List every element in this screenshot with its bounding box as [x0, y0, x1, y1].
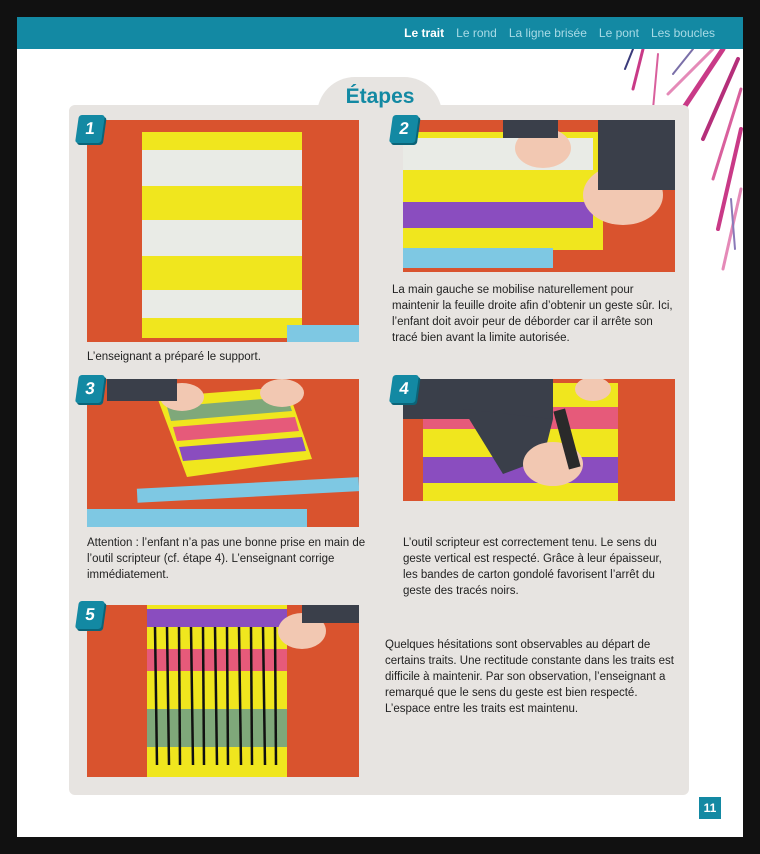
step-4-photo [403, 379, 675, 501]
step-1-caption: L’enseignant a préparé le support. [87, 351, 261, 363]
nav-item-les-boucles[interactable]: Les boucles [650, 26, 715, 40]
page-number: 11 [699, 797, 721, 819]
step-2-photo [403, 120, 675, 272]
section-title: Étapes [345, 85, 415, 108]
step-2-badge: 2 [389, 115, 419, 143]
document-page [17, 17, 743, 837]
nav-item-la-ligne-brisee[interactable]: La ligne brisée [508, 26, 587, 40]
top-navigation-bar [17, 17, 743, 49]
step-3-badge: 3 [75, 375, 105, 403]
chapter-navigation [404, 17, 715, 49]
step-4-caption: L’outil scripteur est correctement tenu. Le sens du geste vertical est respecté. Grâce à leur épaisseur, les bandes de carton gondolé favorisent l’arrêt du geste des tracés noirs. [403, 537, 662, 597]
step-1-badge: 1 [75, 115, 105, 143]
step-3-caption: Attention : l’enfant n’a pas une bonne prise en main de l’outil scripteur (cf. étape 4). L’enseignant corrige immédiatement. [87, 537, 366, 581]
step-5-caption: Quelques hésitations sont observables au départ de certains traits. Une rectitude constante dans les traits est difficile à maintenir. Par son observation, l’enseignant a remarqué que le sens du geste est bien respecté. L’espace entre les traits est maintenu. [385, 639, 674, 715]
nav-item-le-trait[interactable]: Le trait [404, 26, 445, 40]
step-4-badge: 4 [389, 375, 419, 403]
step-3-photo [87, 379, 359, 527]
step-1-photo [87, 120, 359, 342]
step-5-photo [87, 605, 359, 777]
nav-item-le-rond[interactable]: Le rond [456, 26, 497, 40]
nav-item-le-pont[interactable]: Le pont [598, 26, 639, 40]
step-2-caption: La main gauche se mobilise naturellement pour maintenir la feuille droite afin d’obtenir un geste sûr. Ici, l’enfant doit avoir peur de déborder car il arrête son tracé bien avant la limite autorisée. [392, 284, 673, 344]
step-5-badge: 5 [75, 601, 105, 629]
